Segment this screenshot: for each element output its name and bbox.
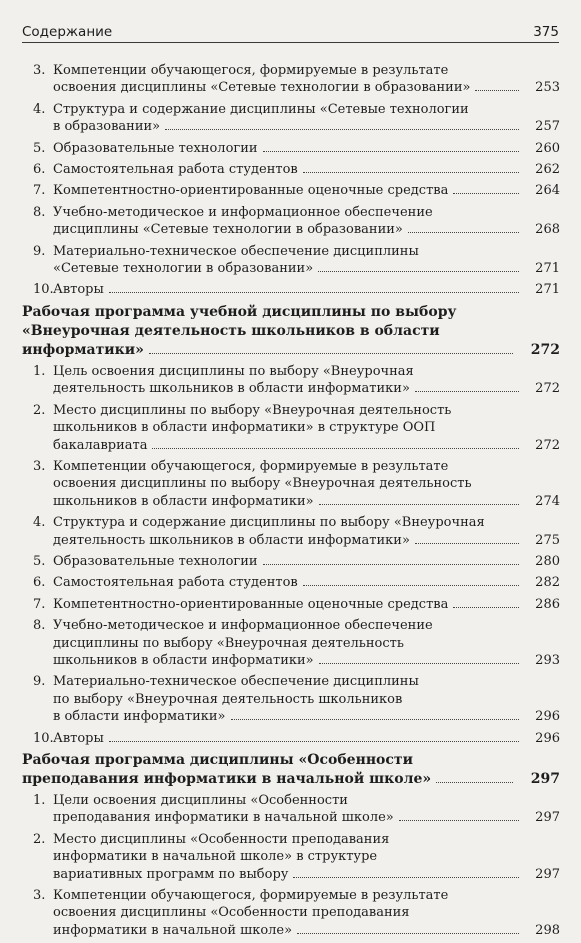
toc-entry-text-line: дисциплины по выбору «Внеурочная деятельность [53, 635, 404, 651]
toc-entry-text-line: в области информатики» [53, 709, 226, 725]
toc-entry-text-line: «Сетевые технологии в образовании» [53, 261, 314, 277]
toc-entry [22, 792, 560, 827]
toc-entry-page-number: 282 [535, 575, 560, 591]
toc-entry-text-line: деятельность школьников в области информатики» [53, 381, 410, 397]
toc-entry-text-line: «Внеурочная деятельность школьников в области [22, 322, 440, 339]
toc-entry-number: 4. [33, 515, 46, 531]
toc-entry-text-line: Структура и содержание дисциплины «Сетевые технологии [53, 101, 469, 117]
toc-entry-number: 6. [33, 575, 46, 591]
toc-entry-page-number: 257 [535, 119, 560, 135]
toc-entry-page-number: 296 [535, 730, 560, 746]
toc-entry [22, 140, 560, 157]
toc-section-entry [22, 303, 560, 360]
toc-entry-text-line: школьников в области информатики» [53, 652, 314, 668]
toc-entry-text-line: в образовании» [53, 119, 161, 135]
toc-entry-number: 1. [33, 363, 46, 379]
toc-entry-page-number: 260 [535, 140, 560, 156]
toc-entry-number: 6. [33, 162, 46, 178]
toc-entry-text-line: Структура и содержание дисциплины по выбору «Внеурочная [53, 515, 485, 531]
toc-entry-number: 2. [33, 402, 46, 418]
toc-entry [22, 363, 560, 398]
toc-entry-text-line: вариативных программ по выбору [53, 866, 289, 882]
running-head-page-number: 375 [533, 24, 559, 40]
toc-entry-text-line: школьников в области информатики» в структуре ООП [53, 420, 436, 436]
toc-entry-text-line: Учебно-методическое и информационное обеспечение [53, 618, 433, 634]
toc-entry [22, 62, 560, 97]
dot-leader [165, 129, 519, 130]
toc-entry-text-line: Цели освоения дисциплины «Особенности [53, 793, 348, 808]
toc-entry-text-line: Цель освоения дисциплины по выбору «Внеурочная [53, 363, 414, 379]
toc-entry-number: 3. [33, 63, 46, 78]
toc-entry-number: 9. [33, 674, 46, 690]
toc-entry [22, 831, 560, 883]
toc-entry-text-line: преподавания информатики в начальной школе» [22, 771, 432, 787]
dot-leader [436, 782, 513, 783]
toc-entry-text-line: по выбору «Внеурочная деятельность школьников [53, 691, 403, 707]
toc-entry [22, 281, 560, 298]
toc-entry [22, 514, 560, 549]
toc-entry-text-line: школьников в области информатики» [53, 493, 314, 509]
toc-entry-text-line: информатики в начальной школе» [53, 922, 293, 938]
toc-entry-text-line: Компетенции обучающегося, формируемые в результате [53, 888, 449, 904]
dot-leader [263, 151, 519, 152]
toc-entry-text-line: Место дисциплины по выбору «Внеурочная деятельность [53, 402, 452, 418]
toc-entry-number: 7. [33, 596, 46, 612]
dot-leader [263, 564, 519, 565]
toc-entry-page-number: 271 [535, 261, 560, 277]
toc-entry [22, 204, 560, 239]
toc-entry-text-line: информатики» [22, 341, 144, 358]
toc-entry-page-number: 296 [535, 709, 560, 725]
toc-entry-number: 4. [33, 101, 46, 117]
toc-entry-number: 10. [33, 730, 54, 746]
toc-entry-number: 3. [33, 458, 46, 474]
table-of-contents [22, 62, 560, 943]
dot-leader [319, 663, 519, 664]
toc-entry-page-number: 262 [535, 162, 560, 178]
toc-entry-text-line: преподавания информатики в начальной школе» [53, 810, 394, 826]
toc-entry [22, 574, 560, 591]
toc-entry-text-line: Рабочая программа дисциплины «Особенности [22, 752, 413, 768]
toc-section-entry [22, 751, 560, 789]
dot-leader [149, 353, 513, 354]
toc-entry [22, 402, 560, 454]
dot-leader [231, 719, 520, 720]
toc-entry-page-number: 272 [535, 437, 560, 453]
toc-entry-text-line: Материально-техническое обеспечение дисциплины [53, 674, 419, 690]
toc-entry-text-line: информатики в начальной школе» в структуре [53, 849, 378, 865]
toc-entry-text-line: дисциплины «Сетевые технологии в образовании» [53, 222, 403, 238]
toc-entry-page-number: 297 [535, 866, 560, 882]
toc-entry-text-line: Рабочая программа учебной дисциплины по выбору [22, 303, 457, 320]
toc-entry-page-number: 272 [530, 341, 560, 358]
toc-entry-number: 10. [33, 282, 54, 298]
toc-entry-page-number: 271 [535, 282, 560, 298]
toc-entry [22, 673, 560, 725]
toc-entry-text-line: освоения дисциплины «Особенности преподавания [53, 905, 410, 921]
toc-entry-text-line: Компетенции обучающегося, формируемые в результате [53, 63, 449, 78]
toc-entry-number: 8. [33, 204, 46, 220]
toc-entry-number: 9. [33, 243, 46, 259]
toc-entry-page-number: 280 [535, 553, 560, 569]
toc-entry-page-number: 293 [535, 652, 560, 668]
toc-entry-text-line: Материально-техническое обеспечение дисциплины [53, 243, 419, 259]
toc-entry-text-line: бакалавриата [53, 437, 148, 453]
dot-leader [109, 741, 519, 742]
toc-entry-text-line: Авторы [53, 282, 104, 298]
toc-entry-text-line: Компетентностно-ориентированные оценочные средства [53, 596, 449, 612]
dot-leader [399, 820, 519, 821]
dot-leader [109, 292, 519, 293]
toc-entry-text-line: Место дисциплины «Особенности преподавания [53, 831, 390, 847]
toc-entry-page-number: 274 [535, 493, 560, 509]
dot-leader [152, 448, 519, 449]
dot-leader [319, 504, 519, 505]
running-head-title: Содержание [22, 24, 113, 40]
toc-entry [22, 730, 560, 747]
toc-entry [22, 243, 560, 278]
toc-entry-page-number: 268 [535, 222, 560, 238]
toc-entry [22, 458, 560, 510]
dot-leader [297, 933, 519, 934]
toc-entry-text-line: освоения дисциплины «Сетевые технологии в образовании» [53, 80, 471, 96]
toc-entry-text-line: Образовательные технологии [53, 553, 258, 569]
toc-entry-page-number: 298 [535, 922, 560, 938]
toc-entry-text-line: Самостоятельная работа студентов [53, 575, 298, 591]
toc-entry-number: 1. [33, 793, 46, 808]
toc-entry-page-number: 297 [530, 771, 560, 787]
toc-entry [22, 182, 560, 199]
dot-leader [293, 877, 519, 878]
dot-leader [453, 607, 519, 608]
running-head [22, 20, 559, 43]
toc-entry-text-line: Образовательные технологии [53, 140, 258, 156]
toc-entry-page-number: 272 [535, 381, 560, 397]
toc-entry [22, 553, 560, 570]
toc-entry-number: 7. [33, 183, 46, 199]
dot-leader [415, 391, 519, 392]
toc-entry [22, 596, 560, 613]
toc-entry-number: 8. [33, 618, 46, 634]
dot-leader [415, 543, 519, 544]
toc-entry-page-number: 253 [535, 80, 560, 96]
toc-entry-number: 5. [33, 140, 46, 156]
dot-leader [318, 271, 519, 272]
toc-entry-page-number: 275 [535, 532, 560, 548]
dot-leader [303, 585, 519, 586]
toc-entry [22, 161, 560, 178]
toc-entry [22, 101, 560, 136]
toc-entry-page-number: 264 [535, 183, 560, 199]
toc-entry-text-line: освоения дисциплины по выбору «Внеурочная деятельность [53, 476, 472, 492]
toc-entry-text-line: Компетенции обучающегося, формируемые в результате [53, 458, 449, 474]
toc-entry-page-number: 286 [535, 596, 560, 612]
toc-entry-number: 2. [33, 831, 46, 847]
toc-entry-text-line: Самостоятельная работа студентов [53, 162, 298, 178]
dot-leader [475, 90, 519, 91]
toc-entry [22, 617, 560, 669]
toc-entry [22, 887, 560, 939]
dot-leader [453, 193, 519, 194]
dot-leader [408, 232, 519, 233]
toc-entry-text-line: Авторы [53, 730, 104, 746]
toc-entry-number: 5. [33, 553, 46, 569]
toc-entry-text-line: деятельность школьников в области информатики» [53, 532, 410, 548]
toc-entry-text-line: Компетентностно-ориентированные оценочные средства [53, 183, 449, 199]
dot-leader [303, 172, 519, 173]
toc-entry-text-line: Учебно-методическое и информационное обеспечение [53, 204, 433, 220]
toc-entry-page-number: 297 [535, 810, 560, 826]
toc-entry-number: 3. [33, 888, 46, 904]
